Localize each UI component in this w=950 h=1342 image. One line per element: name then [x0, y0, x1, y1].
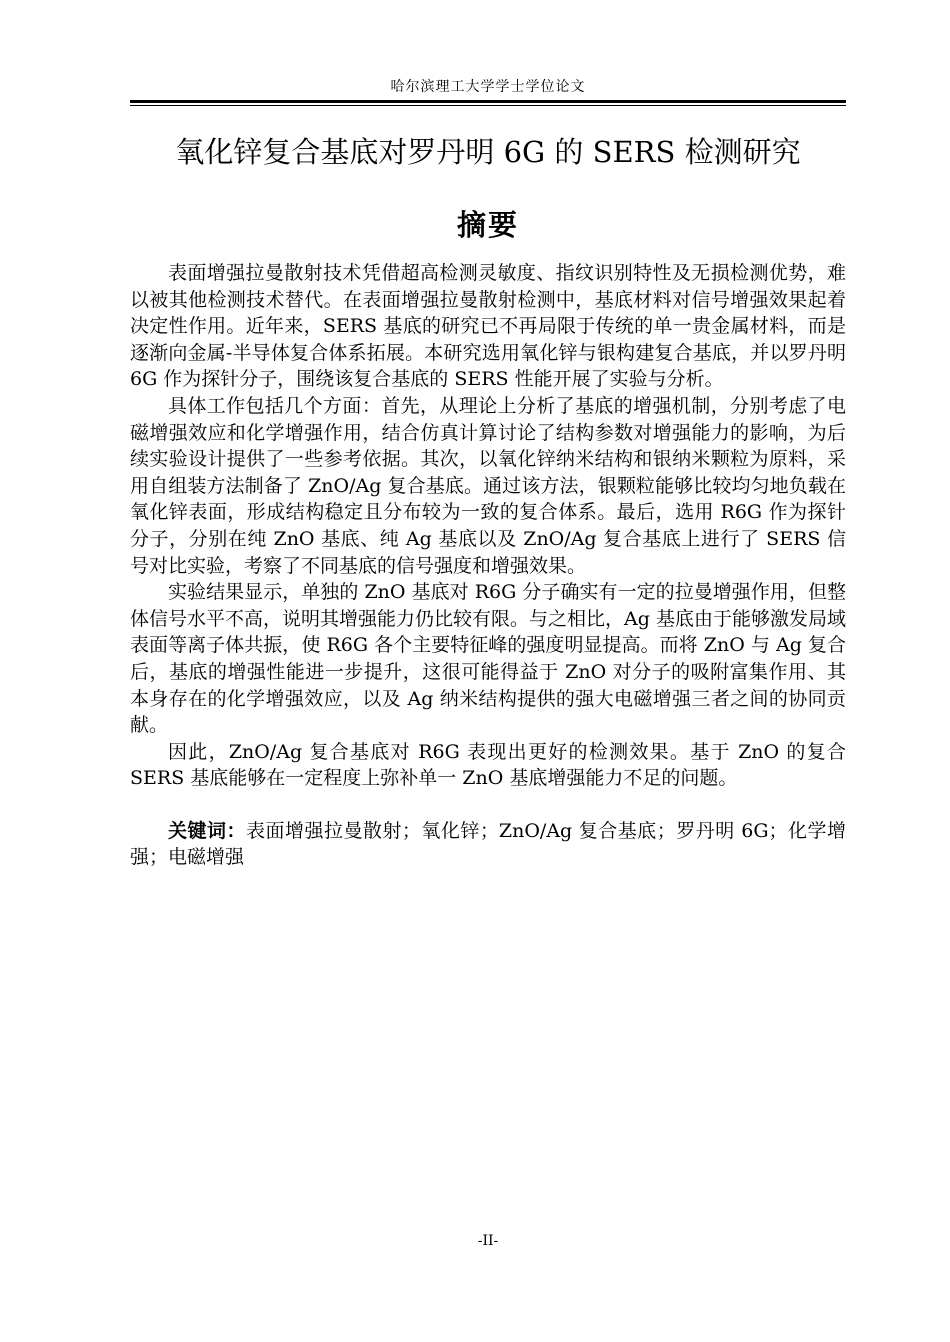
thesis-title: 氧化锌复合基底对罗丹明 6G 的 SERS 检测研究 — [175, 135, 801, 169]
keywords — [130, 818, 846, 871]
abstract-body — [130, 260, 846, 871]
abstract-paragraph-4: 因此，ZnO/Ag 复合基底对 R6G 表现出更好的检测效果。基于 ZnO 的复合 SERS 基底能够在一定程度上弥补单一 ZnO 基底增强能力不足的问题。 — [130, 740, 846, 790]
running-header: 哈尔滨理工大学学士学位论文 — [390, 79, 586, 95]
keywords-text: 表面增强拉曼散射；氧化锌；ZnO/Ag 复合基底；罗丹明 6G；化学增强；电磁增强 — [130, 819, 846, 869]
header-rule-thick — [130, 100, 846, 103]
abstract-paragraph-2: 具体工作包括几个方面：首先，从理论上分析了基底的增强机制，分别考虑了电磁增强效应和化学增强作用，结合仿真计算讨论了结构参数对增强能力的影响，为后续实验设计提供了一些参考依据。其次，以氧化锌纳米结构和银纳米颗粒为原料，采用自组装方法制备了 ZnO/Ag 复合基底。通过该方法，银颗粒能够比较均匀地负载在氧化锌表面，形成结构稳定且分布较为一致的复合体系。最后，选用 R6G 作为探针分子，分别在纯 ZnO 基底、纯 Ag 基底以及 ZnO/Ag 复合基底上进行了 SERS 信号对比实验，考察了不同基底的信号强度和增强效果。 — [130, 394, 846, 577]
abstract-paragraph-1: 表面增强拉曼散射技术凭借超高检测灵敏度、指纹识别特性及无损检测优势，难以被其他检测技术替代。在表面增强拉曼散射检测中，基底材料对信号增强效果起着决定性作用。近年来，SERS 基底的研究已不再局限于传统的单一贵金属材料，而是逐渐向金属-半导体复合体系拓展。本研究选用氧化锌与银构建复合基底，并以罗丹明 6G 作为探针分子，围绕该复合基底的 SERS 性能开展了实验与分析。 — [130, 262, 846, 391]
abstract-heading: 摘要 — [456, 208, 519, 242]
header-rule-thin — [130, 105, 846, 106]
keywords-label: 关键词： — [168, 819, 246, 842]
page-number: -II- — [477, 1233, 499, 1249]
abstract-paragraph-3: 实验结果显示，单独的 ZnO 基底对 R6G 分子确实有一定的拉曼增强作用，但整体信号水平不高，说明其增强能力仍比较有限。与之相比，Ag 基底由于能够激发局域表面等离子体共振，使 R6G 各个主要特征峰的强度明显提高。而将 ZnO 与 Ag 复合后，基底的增强性能进一步提升，这很可能得益于 ZnO 对分子的吸附富集作用、其本身存在的化学增强效应，以及 Ag 纳米结构提供的强大电磁增强三者之间的协同贡献。 — [130, 581, 846, 737]
